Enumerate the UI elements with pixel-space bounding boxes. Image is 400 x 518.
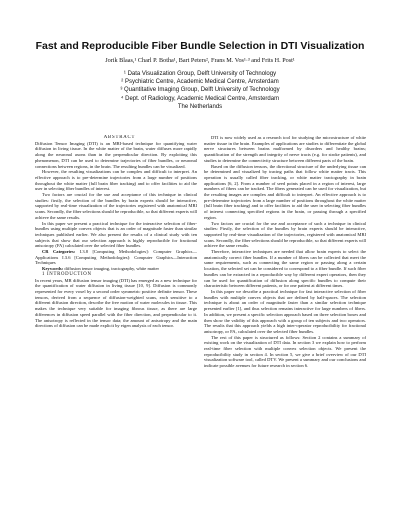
introduction-heading: 1 INTRODUCTION (42, 271, 92, 277)
keywords-label: Keywords: (42, 266, 64, 272)
cr-categories-label: CR Categories: (42, 249, 76, 255)
right-column (204, 135, 366, 495)
affiliation-list (0, 70, 400, 111)
abstract-heading: ABSTRACT (103, 135, 136, 140)
affiliation-2: ² Psychiatric Centre, Academic Medical Centre, Amsterdam (121, 79, 279, 86)
abstract-paragraph-2: However, the resulting visualizations can be complex and difficult to interpret. An effective approach is to pre-determine trajectories from a large number of positions throughout the white matter (full brain fiber tracking) and to offer facilities to aid the user in selecting fiber bundles of interest. (35, 169, 197, 192)
abstract-paragraph-4: In this paper we present a practical technique for the interactive selection of fiber-bundles using multiple convex objects that is an order of magnitude faster than similar techniques published earlier. We also present the results of a clinical study with ten subjects that show that our selection approach is highly reproducible for fractional anisotropy (FA) calculated over the selected fiber bundles. (35, 220, 197, 249)
affiliation-1: ¹ Data Visualization Group, Delft University of Technology (123, 71, 277, 77)
intro-paragraph-1: In recent years, MR diffusion tensor imaging (DTI) has emerged as a new technique for the quantification of water diffusion in living tissue [10, 9]. Diffusion is commonly represented for every voxel by a second order symmetric positive definite tensor. These tensors, derived from a sequence of diffusion-weighted scans, each sensitive to a different diffusion direction, describe the free motion of water molecules in tissue. This makes the technique very suitable for imaging fibrous tissue, as there are large differences in diffusion speed parallel with the fiber direction, and perpendicular to it. The anisotropy is reflected in the tensor data; the amount of anisotropy and the main directions of diffusion can be made explicit by eigen analysis of each tensor. (35, 277, 197, 329)
intro-paragraph-3: Based on the diffusion tensors, the directional structure of the underlying tissue can be determined and visualized by tracing paths that follow white matter tracts. This operation is usually called fiber tracking, or white matter tractography in brain applications [6, 2]. From a number of seed points placed in a region of interest, large numbers of fibers can be tracked. The fibers generated can be used for visualization, but the resulting images are complex and difficult to interpret. An effective approach is to pre-determine trajectories from a large number of positions throughout the white matter (full brain fiber tracking) and to offer facilities to aid the user in selecting fiber bundles of interest connecting specified regions in the brain, or passing through a specified region. (204, 163, 366, 220)
author-list: Jorik Blaas,¹ Charl P. Botha¹, Bart Peters², Frans M. Vos¹·³ and Frits H. Post¹ (105, 57, 295, 64)
abstract-section (35, 135, 197, 272)
left-column (35, 135, 197, 495)
paper-title: Fast and Reproducible Fiber Bundle Selection in DTI Visualization (35, 40, 365, 52)
abstract-paragraph-3: Two factors are crucial for the use and acceptance of this technique in clinical studies: firstly, the selection of the bundles by brain experts should be interactive, supported by real-time visualization of the trajectories registered with anatomical MRI scans. Secondly, the fiber selections should be reproducible, so that different experts will achieve the same results. (35, 192, 197, 220)
intro-paragraph-6: In this paper we describe a practical technique for fast interactive selection of fiber bundles with multiple convex objects that are defined by half-spaces. The selection technique is about an order of magnitude faster than a similar selection technique presented earlier [1], and thus selection remains interactive for large numbers of fibers. In addition, we present a specific selection approach based on three selection boxes and then show the validity of this approach with a group of ten subjects and two operators. The results that this approach yields a high inter-operator reproducibility for fractional anisotropy, or FA, calculated over the selected fiber bundles. (204, 288, 366, 334)
cr-categories-text: I.3.8 [Computing Methodologies]: Computer Graphics—Applications I.3.6 [Computing Methodologies]: Computer Graphics—Interaction Techniques (35, 249, 197, 266)
intro-paragraph-5: Therefore, interactive techniques are needed that allow brain experts to select the anatomically correct fiber bundles. If a number of fibers can be collected that meet the same requirements, such as connecting the same region or passing along a certain location, the selected set can be considered to correspond to a fiber bundle. If such fiber bundles can be extracted in a reproducible way by different expert operators, then they can be used for quantification of diffusion along specific bundles to compute their characteristic between different patients, or for one patient at different times. (204, 249, 366, 289)
affiliation-4: ⁴ Dept. of Radiology, Academic Medical Centre, Amsterdam (120, 95, 280, 102)
affiliation-country: The Netherlands (177, 103, 223, 110)
affiliation-3: ³ Quantitative Imaging Group, Delft University of Technology (120, 87, 280, 94)
keywords-text: diffusion tensor imaging, tractography, white matter (64, 266, 160, 272)
intro-paragraph-4: Two factors are crucial for the use and acceptance of such a technique in clinical studies: Firstly, the selection of the bundles by brain experts should be interactive, supported by real-time visualization of the trajectories, registered with anatomical MRI scans. Secondly, the fiber selections should be reproducible, so that different experts will achieve the same results. (204, 220, 366, 249)
abstract-paragraph-1: Diffusion Tensor Imaging (DTI) is an MRI-based technique for quantifying water diffusion in living tissue. In the white matter of the brain, water diffuses more rapidly along the neuronal axons than in the perpendicular direction. By exploiting this phenomenon, DTI can be used to determine trajectories of fiber bundles, or neuronal connections between regions, in the brain. The resulting bundles can be visualized. (35, 140, 197, 169)
intro-paragraph-7: The rest of this paper is structured as follows: Section 2 contains a summary of existing work on the visualization of DTI data. In section 3 we explain how to perform real-time fiber selection with multiple convex selection objects. We present the reproducibility study in section 4. In section 5, we give a brief overview of our DTI visualization software tool, called DTV. We present a summary and our conclusions and indicate possible avenues for future research in section 6. (204, 334, 366, 369)
intro-paragraph-2: DTI is now widely used as a research tool for studying the microstructure of white matter tissue in the brain. Examples of applications are studies to differentiate the global nerve structures between brains malformed by disorders and healthy brains; quantification of the strength and integrity of nerve tracts (e.g. for stroke patients), and studies to determine the connectivity structure between different parts of the brain. (204, 135, 366, 163)
cr-categories (35, 249, 197, 266)
